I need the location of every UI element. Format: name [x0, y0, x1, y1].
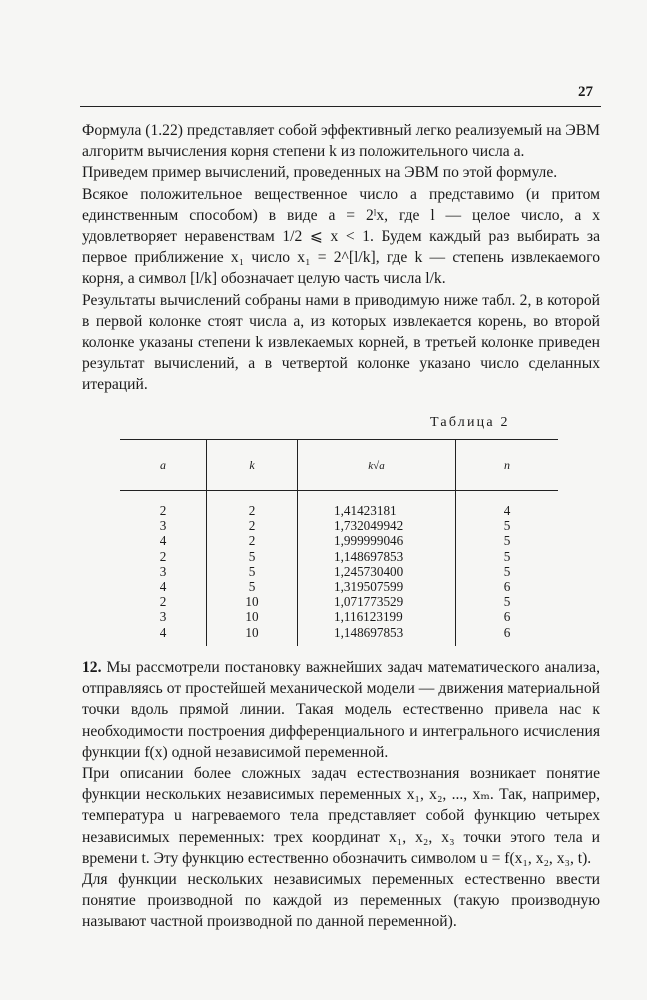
cell-root: 1,41423181 [298, 491, 456, 519]
cell-root: 1,116123199 [298, 609, 456, 624]
section-number: 12. [82, 659, 102, 676]
cell-n: 5 [456, 518, 559, 533]
cell-root: 1,999999046 [298, 533, 456, 548]
cell-n: 5 [456, 533, 559, 548]
cell-root: 1,148697853 [298, 549, 456, 564]
table-body [120, 491, 558, 646]
cell-root: 1,148697853 [298, 625, 456, 646]
cell-n: 5 [456, 564, 559, 579]
cell-n: 6 [456, 609, 559, 624]
cell-n: 4 [456, 491, 559, 519]
cell-k: 10 [207, 594, 298, 609]
table-row [120, 625, 558, 646]
cell-k: 10 [207, 625, 298, 646]
cell-a: 4 [159, 533, 167, 549]
cell-a: 4 [159, 624, 167, 640]
cell-a: 3 [159, 609, 167, 625]
cell-k: 2 [207, 491, 298, 519]
header-k: k [207, 440, 298, 491]
cell-root: 1,732049942 [298, 518, 456, 533]
cell-a: 2 [159, 503, 167, 518]
paragraph-section-12 [82, 657, 600, 763]
paragraph-example: Приведем пример вычислений, проведенных на ЭВМ по этой формуле. [82, 164, 558, 182]
table-caption: Таблица 2 [430, 415, 510, 430]
paragraph-results: Результаты вычислений собраны нами в приводимую ниже табл. 2, в которой в первой колонке стоят числа a, из которых извлекается корень, во второй колонке указаны степени k извлекаемых корней, в третьей колонке приведен результат вычислений, а в четвертой колонке указано число сделанных итераций. [82, 291, 600, 394]
header-root: k√a [298, 440, 456, 491]
header-a: a [120, 440, 207, 491]
cell-k: 5 [207, 579, 298, 594]
paragraph-multivariable: При описании более сложных задач естествознания возникает понятие функции нескольких независимых переменных x₁, x₂, ..., xₘ. Так, например, температура u нагреваемого тела представляет собой функцию четырех независимых переменных: трех координат x₁, x₂, x₃ точки этого тела и времени t. Эту функцию естественно обозначить символом u = f(x₁, x₂, x₃, t). [82, 765, 600, 867]
cell-k: 5 [207, 549, 298, 564]
cell-a: 4 [159, 579, 167, 595]
cell-root: 1,071773529 [298, 594, 456, 609]
paragraph-partial-derivative: Для функции нескольких независимых переменных естественно ввести понятие производной по каждой из переменных (такую производную называют частной производной по данной переменной). [82, 871, 600, 931]
paragraph-representation: Всякое положительное вещественное число a представимо (и притом единственным способом) в виде a = 2ˡx, где l — целое число, а x удовлетворяет неравенствам 1/2 ⩽ x < 1. Будем каждый раз выбирать за первое приближение x₁ число x₁ = 2^[l/k], где k — степень извлекаемого корня, а символ [l/k] обозначает целую часть числа l/k. [82, 185, 600, 288]
table-row [120, 594, 558, 609]
table-row [120, 549, 558, 564]
table-row [120, 533, 558, 548]
cell-a: 2 [159, 594, 167, 610]
table-header-row [120, 440, 558, 491]
cell-a: 3 [159, 563, 167, 579]
cell-n: 5 [456, 594, 559, 609]
header-n: n [456, 440, 559, 491]
cell-n: 6 [456, 625, 559, 646]
results-table [120, 439, 558, 646]
cell-k: 2 [207, 518, 298, 533]
cell-root: 1,245730400 [298, 564, 456, 579]
table-row [120, 518, 558, 533]
intro-text [82, 120, 600, 396]
header-rule [80, 106, 601, 107]
paragraph-formula: Формула (1.22) представляет собой эффективный легко реализуемый на ЭВМ алгоритм вычисления корня степени k из положительного числа a. [82, 122, 600, 161]
section-12-text [82, 657, 600, 933]
section-12-body: Мы рассмотрели постановку важнейших задач математического анализа, отправляясь от простейшей механической модели — движения материальной точки вдоль прямой линии. Такая модель естественно привела нас к необходимости построения дифференциального и интегрального исчисления функции f(x) одной независимой переменной. [82, 659, 601, 761]
page-number: 27 [578, 84, 593, 100]
cell-a: 2 [159, 548, 167, 564]
cell-k: 5 [207, 564, 298, 579]
cell-a: 3 [159, 518, 167, 534]
cell-n: 5 [456, 549, 559, 564]
table-row [120, 564, 558, 579]
cell-k: 10 [207, 609, 298, 624]
cell-root: 1,319507599 [298, 579, 456, 594]
cell-n: 6 [456, 579, 559, 594]
table-row [120, 609, 558, 624]
table-row [120, 491, 558, 519]
cell-k: 2 [207, 533, 298, 548]
table-row [120, 579, 558, 594]
